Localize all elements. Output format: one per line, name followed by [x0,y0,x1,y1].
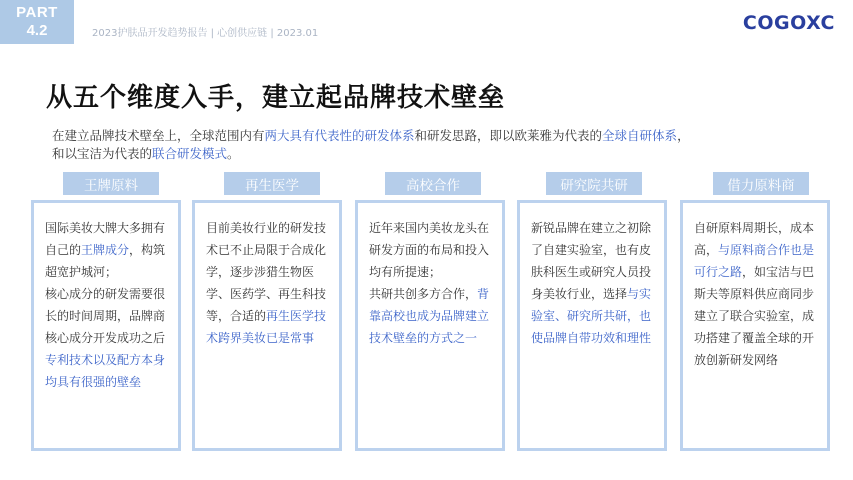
body-text: 国际美妆大牌大多拥有自己的 [45,221,166,257]
column-box-brand-ingredients [31,200,181,451]
column-text [45,217,170,393]
highlight-text: 背靠高校也成为品牌建立技术壁垒的方式之一 [369,287,490,345]
tab-brand-ingredients: 王牌原料 [63,172,159,195]
page-title: 从五个维度入手，建立起品牌技术壁垒 [46,83,506,113]
tab-ingredient-suppliers: 借力原料商 [713,172,809,195]
body-text: 和以宝洁为代表的 [52,146,153,161]
body-text: ，如宝洁与巴斯夫等原料供应商同步建立了联合实验室，成功搭建了覆盖全球的开放创新研发网络 [694,265,815,367]
column-box-regenerative-medicine [192,200,342,451]
column-text [531,217,656,349]
highlight-text: 专利技术以及配方本身均具有很强的壁垒 [45,353,166,389]
body-text: ，构筑超宽护城河； [45,243,166,279]
body-text: 共研共创多方合作， [369,287,478,301]
intro-paragraph [52,127,822,163]
highlight-text: 王牌成分 [81,243,130,257]
body-text: 自研原料周期长，成本高， [694,221,815,257]
column-text [694,217,819,371]
column-text [206,217,331,349]
column-box-institute-research [517,200,667,451]
body-text: 近年来国内美妆龙头在研发方面的布局和投入均有所提速； [369,221,490,279]
body-text: 新锐品牌在建立之初除了自建实验室，也有皮肤科医生或研究人员投身美妆行业，选择 [531,221,652,301]
tab-regenerative-medicine: 再生医学 [224,172,320,195]
column-box-university-cooperation [355,200,505,451]
tab-university-cooperation: 高校合作 [385,172,481,195]
body-text: 在建立品牌技术壁垒上，全球范围内有 [52,128,265,143]
highlight-text: 与原料商合作也是可行之路 [694,243,815,279]
highlight-text: 两大具有代表性的研发体系 [264,128,415,143]
highlight-text: 与实验室、研究所共研，也使品牌自带功效和理性 [531,287,652,345]
column-text [369,217,494,349]
body-text: 。 [227,146,240,161]
body-text: 和研发思路，即以欧莱雅为代表的 [414,128,603,143]
part-label: PART [16,4,58,21]
part-number: 4.2 [26,22,48,39]
highlight-text: 联合研发模式 [152,146,228,161]
body-text: 目前美妆行业的研发技术已不止局限于合成化学，逐步涉猎生物医学、医药学、再生科技等，合适的 [206,221,327,323]
highlight-text: 再生医学技术跨界美妆已是常事 [206,309,327,345]
body-text: 核心成分的研发需要很长的时间周期，品牌商核心成分开发成功之后 [45,287,166,345]
brand-logo: COGOXC [742,12,835,34]
body-text: ， [677,128,690,143]
part-badge [0,0,74,44]
column-box-ingredient-suppliers [680,200,830,451]
tab-institute-research: 研究院共研 [546,172,642,195]
highlight-text: 全球自研体系 [602,128,678,143]
report-info: 2023护肤品开发趋势报告 | 心创供应链 | 2023.01 [92,28,319,39]
